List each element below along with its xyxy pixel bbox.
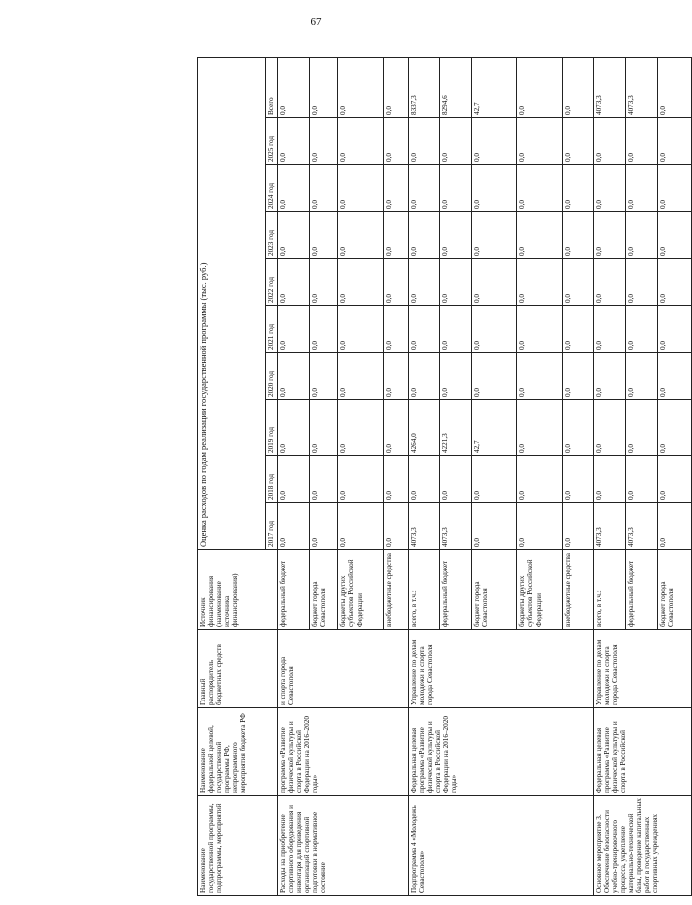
year-value-cell: 0,0: [278, 259, 310, 306]
header-year: 2022 год: [266, 259, 278, 306]
funding-source-cell: бюджеты других субъектов Российской Федерации: [517, 550, 563, 630]
year-value-cell: 0,0: [517, 212, 563, 259]
header-year: Всего: [266, 57, 278, 117]
federal-program-cell: Федеральная целевая программа «Развитие физической культуры и спорта в Российской: [593, 708, 691, 796]
year-value-cell: 0,0: [625, 400, 657, 456]
year-value-cell: 0,0: [625, 165, 657, 212]
year-value-cell: 0,0: [309, 212, 338, 259]
year-value-cell: 0,0: [593, 165, 625, 212]
header-year: 2017 год: [266, 503, 278, 550]
year-value-cell: 0,0: [517, 400, 563, 456]
page-number: 67: [310, 16, 322, 28]
year-value-cell: 0,0: [657, 353, 691, 400]
year-value-cell: 4221,3: [439, 400, 471, 456]
year-value-cell: 0,0: [338, 400, 384, 456]
year-value-cell: 0,0: [657, 400, 691, 456]
funding-source-cell: бюджет города Севастополя: [309, 550, 338, 630]
year-value-cell: 0,0: [471, 165, 517, 212]
funding-source-cell: всего, в т.ч.:: [409, 550, 440, 630]
year-value-cell: 0,0: [338, 503, 384, 550]
year-value-cell: 0,0: [309, 503, 338, 550]
funding-source-cell: бюджет города Севастополя: [657, 550, 691, 630]
year-value-cell: 0,0: [471, 118, 517, 165]
year-value-cell: 0,0: [309, 400, 338, 456]
year-value-cell: 0,0: [517, 456, 563, 503]
year-value-cell: 0,0: [439, 353, 471, 400]
year-value-cell: 0,0: [517, 259, 563, 306]
year-value-cell: 0,0: [593, 400, 625, 456]
year-value-cell: 0,0: [593, 353, 625, 400]
year-value-cell: 0,0: [517, 353, 563, 400]
year-value-cell: 0,0: [657, 503, 691, 550]
year-value-cell: 0,0: [338, 353, 384, 400]
year-value-cell: 0,0: [384, 118, 409, 165]
year-value-cell: 0,0: [384, 456, 409, 503]
header-year: 2021 год: [266, 306, 278, 353]
funding-source-cell: всего, в т.ч.:: [593, 550, 625, 630]
funding-source-cell: федеральный бюджет: [439, 550, 471, 630]
total-value-cell: 0,0: [384, 57, 409, 117]
year-value-cell: 0,0: [384, 165, 409, 212]
year-value-cell: 0,0: [593, 456, 625, 503]
total-value-cell: 0,0: [517, 57, 563, 117]
header-spending-estimate: Оценка расходов по годам реализации государственной программы (тыс. руб.): [198, 57, 266, 549]
measure-name-cell: Расходы на приобретение спортивного оборудования и инвентаря для приведения организаций спортивной подготовки в нормативное состояние: [278, 796, 409, 896]
year-value-cell: 0,0: [593, 118, 625, 165]
year-value-cell: 0,0: [439, 118, 471, 165]
year-value-cell: 0,0: [517, 306, 563, 353]
measure-name-cell: Подпрограмма 4 «Молодежь Севастополя»: [409, 796, 594, 896]
header-funding-source: Источник финансирования (наименование источника финансирования): [198, 550, 278, 630]
rotated-table-container: [197, 58, 692, 896]
year-value-cell: 0,0: [338, 165, 384, 212]
year-value-cell: 0,0: [563, 118, 594, 165]
year-value-cell: 4073,3: [625, 503, 657, 550]
table-body: [278, 57, 692, 895]
year-value-cell: 0,0: [309, 456, 338, 503]
table-row: [409, 57, 440, 895]
year-value-cell: 0,0: [471, 456, 517, 503]
total-value-cell: 0,0: [338, 57, 384, 117]
federal-program-cell: программа «Развитие физической культуры и спорта в Российской Федерации на 2016–2020 годы»: [278, 708, 409, 796]
year-value-cell: 0,0: [517, 165, 563, 212]
budget-manager-cell: и спорта города Севастополя: [278, 630, 409, 708]
header-year: 2019 год: [266, 400, 278, 456]
year-value-cell: 0,0: [439, 456, 471, 503]
year-value-cell: 0,0: [278, 306, 310, 353]
year-value-cell: 0,0: [409, 353, 440, 400]
funding-source-cell: федеральный бюджет: [625, 550, 657, 630]
year-value-cell: 0,0: [657, 165, 691, 212]
year-value-cell: 0,0: [563, 306, 594, 353]
budget-table: [197, 57, 692, 896]
year-value-cell: 0,0: [563, 212, 594, 259]
year-value-cell: 0,0: [309, 165, 338, 212]
budget-manager-cell: Управление по делам молодежи и спорта города Севастополя: [593, 630, 691, 708]
year-value-cell: 0,0: [625, 306, 657, 353]
table-row: [593, 57, 625, 895]
funding-source-cell: бюджет города Севастополя: [471, 550, 517, 630]
total-value-cell: 8337,3: [409, 57, 440, 117]
total-value-cell: 0,0: [309, 57, 338, 117]
year-value-cell: 0,0: [471, 353, 517, 400]
year-value-cell: 0,0: [278, 165, 310, 212]
header-federal-program: Наименование федеральной целевой, государственной программы РФ, непрограммного мероприятия бюджета РФ: [198, 708, 278, 796]
year-value-cell: 0,0: [278, 456, 310, 503]
year-value-cell: 0,0: [439, 259, 471, 306]
year-value-cell: 0,0: [309, 306, 338, 353]
year-value-cell: 0,0: [309, 353, 338, 400]
total-value-cell: 4073,3: [593, 57, 625, 117]
year-value-cell: 0,0: [657, 118, 691, 165]
year-value-cell: 0,0: [471, 212, 517, 259]
year-value-cell: 0,0: [471, 306, 517, 353]
header-year: 2020 год: [266, 353, 278, 400]
year-value-cell: 0,0: [278, 353, 310, 400]
year-value-cell: 0,0: [409, 259, 440, 306]
header-budget-manager: Главный распорядитель бюджетных средств: [198, 630, 278, 708]
header-year: 2024 год: [266, 165, 278, 212]
header-year: 2025 год: [266, 118, 278, 165]
year-value-cell: 0,0: [657, 306, 691, 353]
budget-manager-cell: Управление по делам молодежи и спорта города Севастополя: [409, 630, 594, 708]
year-value-cell: 0,0: [278, 503, 310, 550]
year-value-cell: 0,0: [563, 259, 594, 306]
year-value-cell: 0,0: [409, 165, 440, 212]
year-value-cell: 0,0: [471, 259, 517, 306]
year-value-cell: 0,0: [309, 118, 338, 165]
year-value-cell: 0,0: [657, 212, 691, 259]
year-value-cell: 0,0: [563, 353, 594, 400]
year-value-cell: 42,7: [471, 400, 517, 456]
year-value-cell: 0,0: [657, 259, 691, 306]
year-value-cell: 4264,0: [409, 400, 440, 456]
year-value-cell: 0,0: [409, 118, 440, 165]
year-value-cell: 0,0: [278, 118, 310, 165]
measure-name-cell: Основное мероприятие 3. Обеспечение безопасности учебно-тренировочного процесса, укрепление материально-технической базы, проведение капитальных работ в государственных спортивных учреждениях: [593, 796, 691, 896]
year-value-cell: 0,0: [563, 400, 594, 456]
year-value-cell: 0,0: [278, 212, 310, 259]
year-value-cell: 0,0: [517, 118, 563, 165]
year-value-cell: 0,0: [625, 353, 657, 400]
year-value-cell: 4073,3: [593, 503, 625, 550]
year-value-cell: 0,0: [439, 212, 471, 259]
year-value-cell: 0,0: [625, 212, 657, 259]
year-value-cell: 0,0: [384, 353, 409, 400]
year-value-cell: 0,0: [384, 306, 409, 353]
header-year: 2023 год: [266, 212, 278, 259]
total-value-cell: 0,0: [563, 57, 594, 117]
year-value-cell: 0,0: [625, 118, 657, 165]
funding-source-cell: федеральный бюджет: [278, 550, 310, 630]
year-value-cell: 0,0: [593, 259, 625, 306]
year-value-cell: 0,0: [409, 212, 440, 259]
total-value-cell: 0,0: [278, 57, 310, 117]
year-value-cell: 4073,3: [409, 503, 440, 550]
header-year: 2018 год: [266, 456, 278, 503]
year-value-cell: 0,0: [338, 456, 384, 503]
year-value-cell: 0,0: [409, 456, 440, 503]
year-value-cell: 0,0: [278, 400, 310, 456]
funding-source-cell: внебюджетные средства: [563, 550, 594, 630]
year-value-cell: 4073,3: [439, 503, 471, 550]
year-value-cell: 0,0: [384, 212, 409, 259]
funding-source-cell: бюджеты других субъектов Российской Федерации: [338, 550, 384, 630]
year-value-cell: 0,0: [439, 165, 471, 212]
funding-source-cell: внебюджетные средства: [384, 550, 409, 630]
federal-program-cell: Федеральная целевая программа «Развитие физической культуры и спорта в Российской Федерации на 2016–2020 годы»: [409, 708, 594, 796]
year-value-cell: 0,0: [625, 259, 657, 306]
year-value-cell: 0,0: [625, 456, 657, 503]
year-value-cell: 0,0: [593, 212, 625, 259]
year-value-cell: 0,0: [563, 165, 594, 212]
total-value-cell: 8294,6: [439, 57, 471, 117]
year-value-cell: 0,0: [409, 306, 440, 353]
year-value-cell: 0,0: [517, 503, 563, 550]
year-value-cell: 0,0: [309, 259, 338, 306]
total-value-cell: 0,0: [657, 57, 691, 117]
year-value-cell: 0,0: [384, 400, 409, 456]
year-value-cell: 0,0: [338, 306, 384, 353]
year-value-cell: 0,0: [563, 456, 594, 503]
year-value-cell: 0,0: [593, 306, 625, 353]
year-value-cell: 0,0: [439, 306, 471, 353]
header-program-name: Наименование государственной программы, подпрограммы, мероприятий: [198, 796, 278, 896]
year-value-cell: 0,0: [384, 503, 409, 550]
year-value-cell: 0,0: [657, 456, 691, 503]
year-value-cell: 0,0: [338, 118, 384, 165]
table-row: [278, 57, 310, 895]
year-value-cell: 0,0: [338, 259, 384, 306]
year-value-cell: 0,0: [563, 503, 594, 550]
total-value-cell: 4073,3: [625, 57, 657, 117]
year-value-cell: 0,0: [338, 212, 384, 259]
year-value-cell: 0,0: [384, 259, 409, 306]
total-value-cell: 42,7: [471, 57, 517, 117]
year-value-cell: 0,0: [471, 503, 517, 550]
